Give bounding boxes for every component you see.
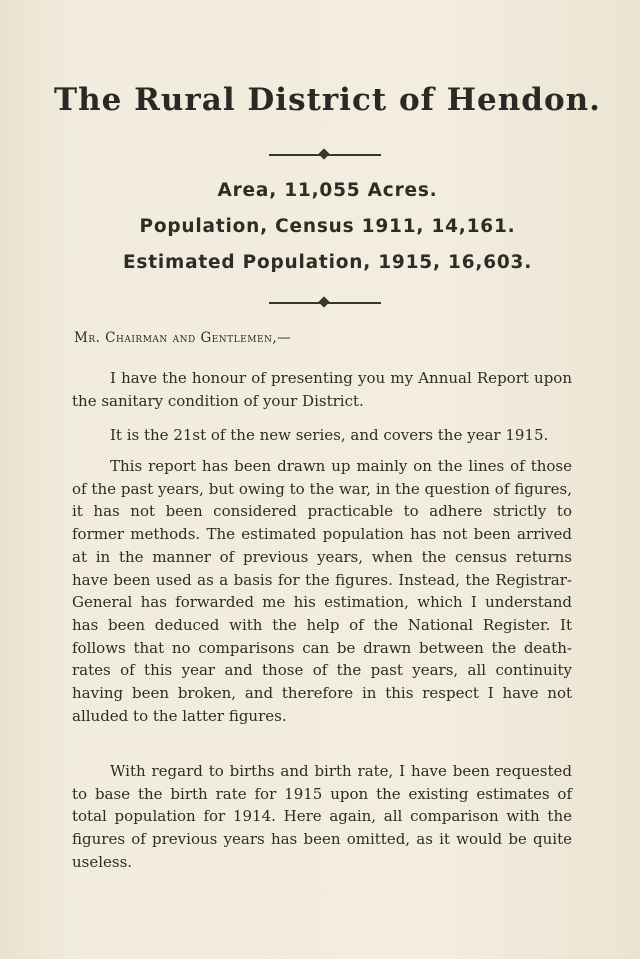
diamond-icon: [318, 148, 329, 159]
salutation: Mr. Chairman and Gentlemen,—: [74, 330, 292, 346]
divider-ornament: [269, 298, 381, 308]
paragraph-birth-rate: With regard to births and birth rate, I have been requested to base the birth rate for 1915 upon the existing estimates of total population for 1914. Here again, all comparison with the figures of previous years has been omitted, as it would be quite useless.: [72, 762, 572, 871]
paragraph-introduction: I have the honour of presenting you my Annual Report upon the sanitary condition of your District.: [72, 369, 572, 410]
diamond-icon: [318, 296, 329, 307]
census-population-statement: Population, Census 1911, 14,161.: [139, 216, 516, 237]
area-statement: Area, 11,055 Acres.: [217, 180, 438, 201]
divider-ornament: [269, 150, 381, 160]
paragraph-methods: This report has been drawn up mainly on the lines of those of the past years, but owing to the war, in the question of figures, it has not been considered practicable to adhere strictly to former methods. The estimated population has not been arrived at in the manner of previous years, when the census returns have been used as a basis for the figures. Instead, the Registrar-General has forwarded me his estimation, which I understand has been deduced with the help of the National Register. It follows that no comparisons can be drawn between the death-rates of this year and those of the past years, all continuity having been broken, and therefore in this respect I have not alluded to the latter figures.: [72, 457, 572, 725]
page-title: The Rural District of Hendon.: [54, 82, 601, 118]
estimated-population-statement: Estimated Population, 1915, 16,603.: [122, 252, 533, 273]
paragraph-series: It is the 21st of the new series, and covers the year 1915.: [110, 426, 549, 444]
